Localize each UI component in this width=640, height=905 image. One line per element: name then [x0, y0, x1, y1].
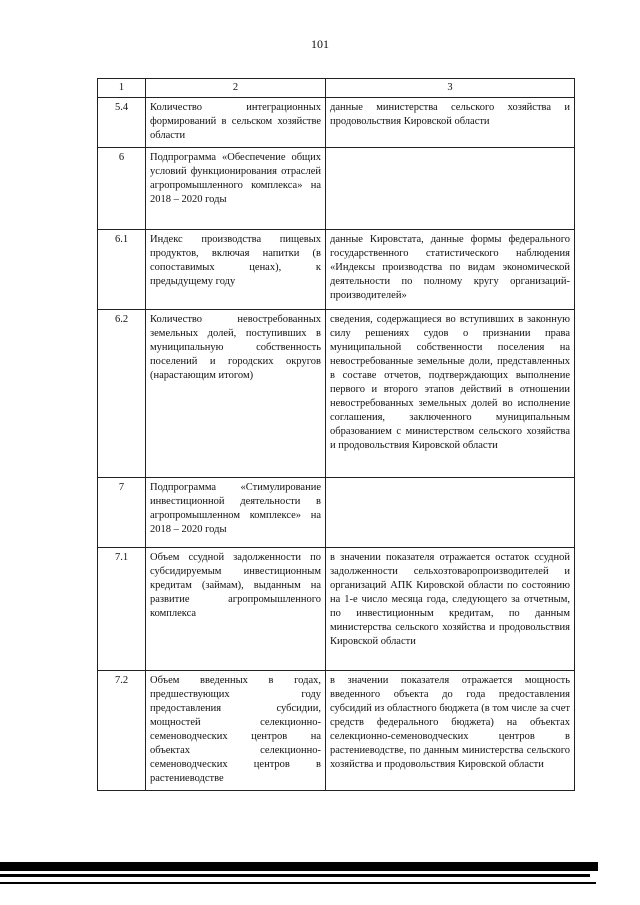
indicator-cell: Индекс производства пищевых продуктов, включая напитки (в сопоставимых ценах), к предыдущему году: [146, 230, 326, 310]
row-number: 7.2: [98, 671, 146, 791]
column-header-1: 1: [98, 79, 146, 98]
indicator-cell: Подпрограмма «Обеспечение общих условий функционирования отраслей агропромышленного комплекса» на 2018 – 2020 годы: [146, 148, 326, 230]
source-cell: [326, 478, 575, 548]
table-row: [98, 671, 575, 791]
table-row: [98, 478, 575, 548]
page-number: 101: [311, 37, 329, 51]
indicator-cell: Количество интеграционных формирований в сельском хозяйстве области: [146, 98, 326, 148]
indicator-cell: Объем введенных в годах, предшествующих году предоставления субсидии, мощностей селекционно-семеноводческих центров на объектах селекционно-семеноводческих центров в растениеводстве: [146, 671, 326, 791]
source-cell: данные Кировстата, данные формы федерального государственного статистического наблюдения «Индексы производства по видам экономической деятельности по полному кругу организаций-производителей»: [326, 230, 575, 310]
row-number: 7.1: [98, 548, 146, 671]
column-header-2: 2: [146, 79, 326, 98]
table-row: [98, 230, 575, 310]
indicator-cell: Количество невостребованных земельных долей, поступивших в муниципальную собственность поселений и городских округов (нарастающим итогом): [146, 310, 326, 478]
column-header-3: 3: [326, 79, 575, 98]
indicator-cell: Объем ссудной задолженности по субсидируемым инвестиционным кредитам (займам), выданным на развитие агропромышленного комплекса: [146, 548, 326, 671]
source-cell: сведения, содержащиеся во вступивших в законную силу решениях судов о признании права муниципальной собственности поселения на невостребованные земельные доли, представленных в составе отчетов, подтверждающих выполнение первого и второго этапов действий в отношении невостребованных земельных долей во исполнение соглашения, заключенного муниципальным образованием с министерством сельского хозяйства и продовольствия Кировской области: [326, 310, 575, 478]
table-row: [98, 148, 575, 230]
row-number: 6: [98, 148, 146, 230]
scan-edge-bar: [0, 862, 598, 871]
scan-edge-line: [0, 874, 590, 877]
row-number: 5.4: [98, 98, 146, 148]
indicator-cell: Подпрограмма «Стимулирование инвестиционной деятельности в агропромышленном комплексе» на 2018 – 2020 годы: [146, 478, 326, 548]
table-row: [98, 98, 575, 148]
row-number: 6.1: [98, 230, 146, 310]
source-cell: в значении показателя отражается мощность введенного объекта до года предоставления субсидий из областного бюджета (в том числе за счет средств федерального бюджета) на объектах селекционно-семеноводческих центров в растениеводстве, по данным министерства сельского хозяйства и продовольствия Кировской области: [326, 671, 575, 791]
table-header-row: [98, 79, 575, 98]
source-cell: данные министерства сельского хозяйства и продовольствия Кировской области: [326, 98, 575, 148]
row-number: 7: [98, 478, 146, 548]
row-number: 6.2: [98, 310, 146, 478]
source-cell: в значении показателя отражается остаток ссудной задолженности сельхозтоваропроизводителей и организаций АПК Кировской области по состоянию на 1-е число месяца года, следующего за отчетным, по инвестиционным кредитам, по данным министерства сельского хозяйства и продовольствия Кировской области: [326, 548, 575, 671]
source-cell: [326, 148, 575, 230]
table-row: [98, 548, 575, 671]
indicators-table: [97, 78, 575, 791]
table-row: [98, 310, 575, 478]
scan-edge-line: [0, 882, 596, 884]
